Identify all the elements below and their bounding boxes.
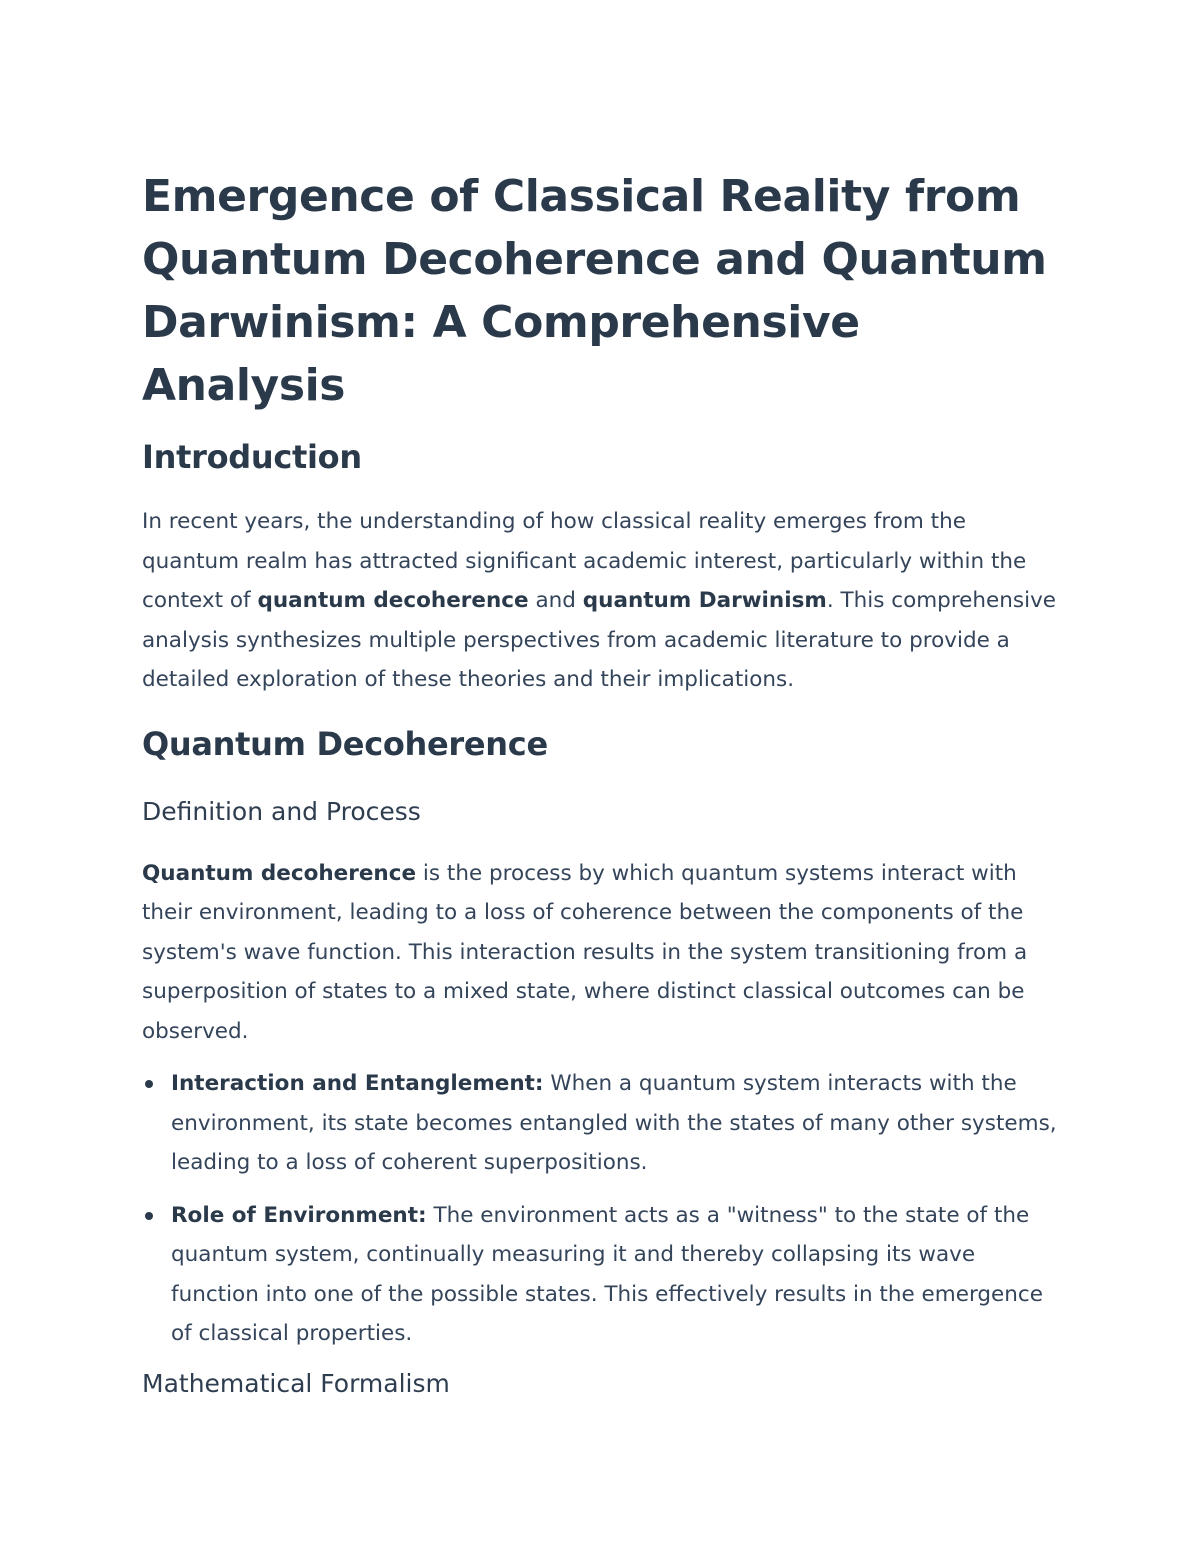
intro-text-2: and xyxy=(528,588,583,613)
subheading-mathematical-formalism: Mathematical Formalism xyxy=(142,1368,450,1398)
intro-text-3: . This comprehensive analysis synthesizes multiple perspectives from academic literature to provide a detailed exploration of these theories and their implications. xyxy=(142,588,1057,692)
list-item-term: Role of Environment: xyxy=(171,1202,427,1228)
section-heading-quantum-decoherence: Quantum Decoherence xyxy=(142,724,548,763)
intro-paragraph xyxy=(142,502,1062,700)
document-title: Emergence of Classical Reality from Quantum Decoherence and Quantum Darwinism: A Comprehensive Analysis xyxy=(142,171,1047,411)
bullet-icon xyxy=(145,1212,153,1220)
list-item-text: When a quantum system interacts with the environment, its state becomes entangled with the states of many other systems, leading to a loss of coherent superpositions. xyxy=(171,1071,1057,1175)
list-item xyxy=(142,1064,1062,1183)
list-item xyxy=(142,1196,1062,1354)
bullet-icon xyxy=(145,1080,153,1088)
intro-bold-quantum-decoherence: quantum decoherence xyxy=(257,588,529,613)
definition-text: is the process by which quantum systems interact with their environment, leading to a loss of coherence between the components of the system's wave function. This interaction results in the system transitioning from a superposition of states to a mixed state, where distinct classical outcomes can be observed. xyxy=(142,860,1028,1044)
list-item-term: Interaction and Entanglement: xyxy=(171,1071,544,1096)
intro-bold-quantum-darwinism: quantum Darwinism xyxy=(582,588,827,613)
subheading-definition-and-process: Definition and Process xyxy=(142,796,421,826)
definition-paragraph xyxy=(142,854,1062,1052)
section-heading-introduction: Introduction xyxy=(142,438,362,476)
definition-bold-term: Quantum decoherence xyxy=(142,860,417,886)
list-item-text: The environment acts as a "witness" to the state of the quantum system, continually measuring it and thereby collapsing its wave function into one of the possible states. This effectively results in the emergence of classical properties. xyxy=(171,1202,1043,1346)
document-page xyxy=(142,165,1062,1401)
definition-bullet-list xyxy=(142,1064,1062,1354)
intro-text-1: In recent years, the understanding of how classical reality emerges from the quantum realm has attracted significant academic interest, particularly within the context of xyxy=(142,509,1027,613)
